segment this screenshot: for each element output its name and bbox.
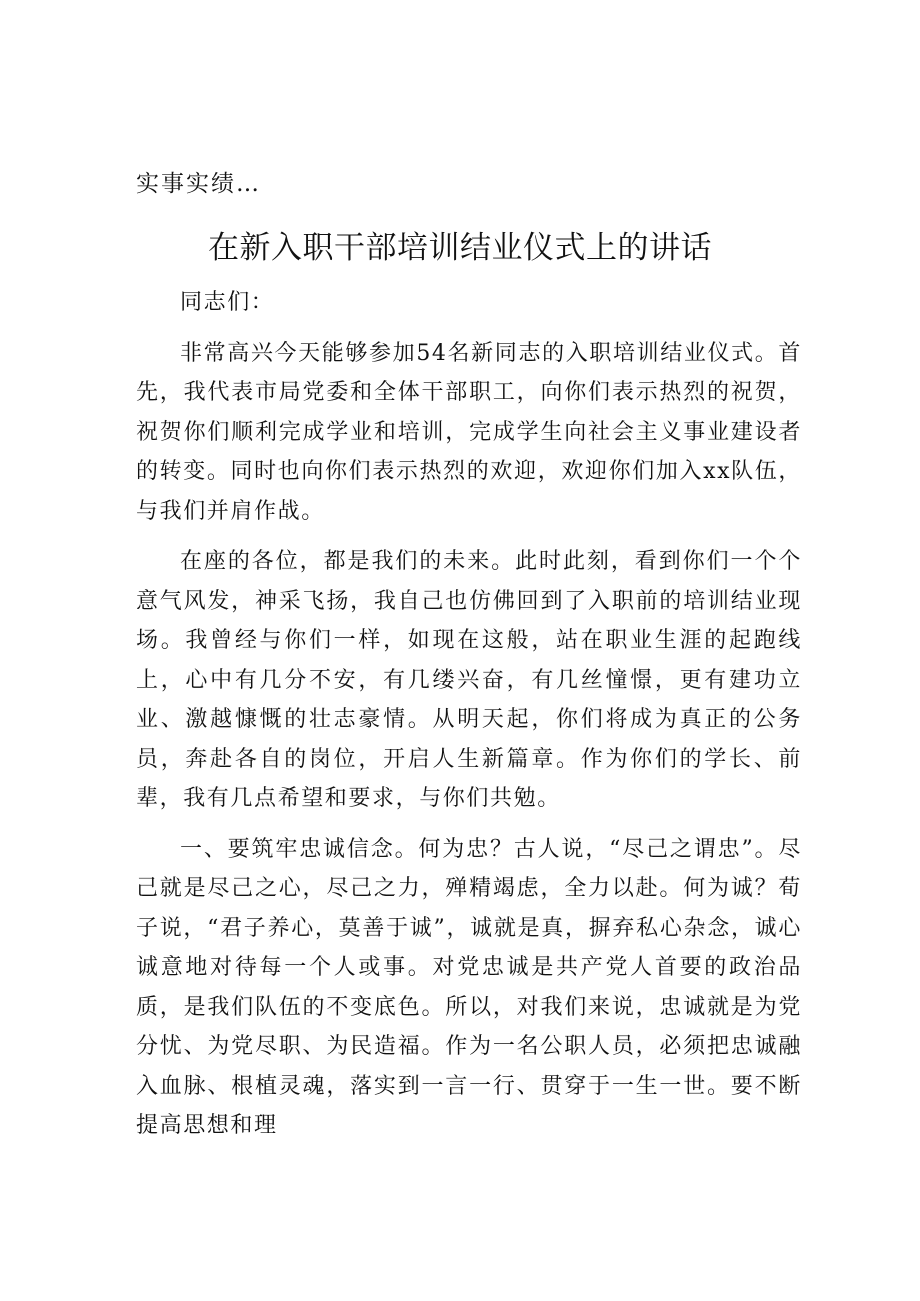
document-body — [136, 283, 802, 1157]
salutation: 同志们： — [180, 290, 275, 315]
paragraph-2: 在座的各位，都是我们的未来。此时此刻，看到你们一个个意气风发，神采飞扬，我自己也仿佛回到了入职前的培训结业现场。我曾经与你们一样，如现在这般，站在职业生涯的起跑线上，心中有几分不安，有几缕兴奋，有几丝憧憬，更有建功立业、激越慷慨的壮志豪情。从明天起，你们将成为真正的公务员，奔赴各自的岗位，开启人生新篇章。作为你们的学长、前辈，我有几点希望和要求，与你们共勉。 — [136, 549, 802, 811]
paragraph-1: 非常高兴今天能够参加54名新同志的入职培训结业仪式。首先，我代表市局党委和全体干部职工，向你们表示热烈的祝贺，祝贺你们顺利完成学业和培训，完成学生向社会主义事业建设者的转变。同时也向你们表示热烈的欢迎，欢迎你们加入xx队伍，与我们并肩作战。 — [136, 340, 802, 524]
header-tag: 实事实绩… — [136, 171, 261, 197]
document-title: 在新入职干部培训结业仪式上的讲话 — [208, 230, 712, 266]
paragraph-3: 一、要筑牢忠诚信念。何为忠？古人说，“尽己之谓忠”。尽己就是尽己之心，尽己之力，殚精竭虑，全力以赴。何为诚？荀子说，“君子养心，莫善于诚”，诚就是真，摒弃私心杂念，诚心诚意地对待每一个人或事。对党忠诚是共产党人首要的政治品质，是我们队伍的不变底色。所以，对我们来说，忠诚就是为党分忧、为党尽职、为民造福。作为一名公职人员，必须把忠诚融入血脉、根植灵魂，落实到一言一行、贯穿于一生一世。要不断提高思想和理 — [136, 836, 802, 1138]
